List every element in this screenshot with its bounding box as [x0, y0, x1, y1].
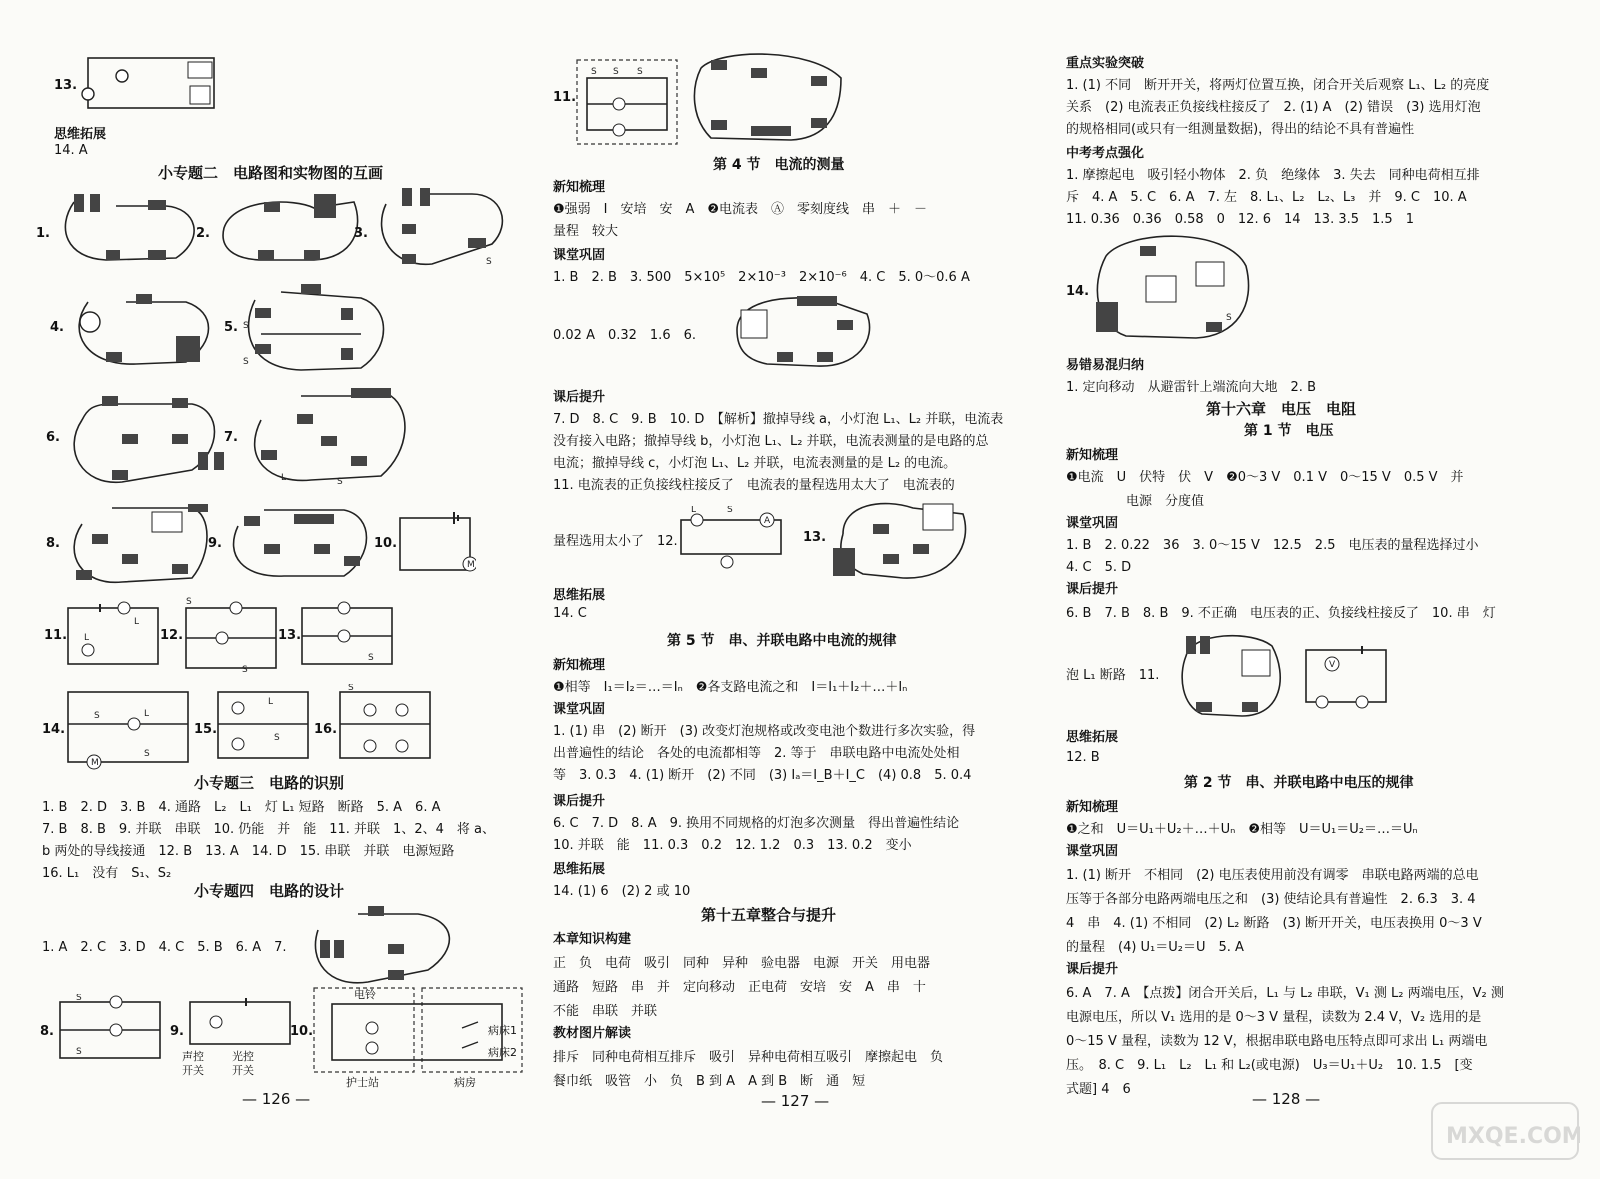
svg-text:S: S: [1226, 313, 1232, 323]
section5-title: 第 5 节 串、并联电路中电流的规律: [667, 633, 897, 649]
circuit-diagram-q8: [56, 994, 166, 1064]
section2-title: 第 2 节 串、并联电路中电压的规律: [1184, 775, 1414, 791]
sound-switch-word: 开关: [182, 1064, 204, 1077]
s4-knowledge-line-2: 量程 较大: [553, 224, 619, 239]
circuit-label-2: 2.: [196, 226, 210, 241]
svg-text:M: M: [467, 560, 475, 570]
svg-text:S: S: [242, 665, 248, 674]
watermark-logo: [1430, 1101, 1580, 1161]
q9-label: 9.: [170, 1024, 184, 1039]
light-switch-label: 光控: [232, 1050, 254, 1063]
topic3-line-1: 1. B 2. D 3. B 4. 通路 L₂ L₁ 灯 L₁ 短路 断路 5. A 6. A: [42, 800, 441, 815]
s1-consolidate-line-2: 4. C 5. D: [1066, 560, 1132, 575]
circuit-diagram-10: [396, 508, 476, 578]
textbook-pics-heading: 教材图片解读: [553, 1026, 632, 1041]
s2-after-line-4: 压。 8. C 9. L₁ L₂ L₁ 和 L₂(或电源) U₃＝U₁＋U₂ 10. 1.5 [变: [1066, 1058, 1473, 1073]
wiring-figure-topic4-7: [298, 900, 468, 990]
circuit-label-4: 4.: [50, 320, 64, 335]
topic3-line-2: 7. B 8. B 9. 并联 串联 10. 仍能 并 能 11. 并联 1、2、4 将 a、: [42, 822, 495, 837]
s2-consolidate-heading: 课堂巩固: [1066, 844, 1119, 859]
svg-text:S: S: [243, 321, 249, 331]
s5-after-line-2: 10. 并联 能 11. 0.3 0.2 12. 1.2 0.3 13. 0.2 变小: [553, 838, 912, 853]
ke-line-3: 的规格相同(或只有一组测量数据)，得出的结论不具有普遍性: [1066, 122, 1415, 137]
page-number-128: — 128 —: [1252, 1090, 1321, 1108]
svg-text:S: S: [144, 749, 150, 759]
knowledge-build-heading: 本章知识构建: [553, 932, 632, 947]
section4-title: 第 4 节 电流的测量: [713, 157, 845, 173]
s5-consolidate-line-3: 等 3. 0.3 4. (1) 断开 (2) 不同 (3) Iₐ＝I_B＋I_C (4) 0.8 5. 0.4: [553, 768, 972, 783]
wiring-figure-s4-6: [727, 290, 877, 372]
s4-after-heading: 课后提升: [553, 390, 606, 405]
circuit-diagram-16: [336, 684, 436, 766]
mistakes-heading: 易错易混归纳: [1066, 358, 1145, 373]
s1-after-line: 6. B 7. B 8. B 9. 不正确 电压表的正、负接线柱接反了 10. 串 灯: [1066, 606, 1496, 621]
svg-text:S: S: [486, 257, 492, 267]
wiring-figure-6: [62, 390, 232, 490]
svg-text:S: S: [613, 67, 619, 77]
kb-line-3: 不能 串联 并联: [553, 1004, 658, 1019]
chapter15-title: 第十五章整合与提升: [701, 906, 837, 924]
page-number-126: — 126 —: [242, 1090, 311, 1108]
wiring-figure-q11: [691, 48, 851, 148]
circuit-diagram-13: [298, 600, 398, 670]
q8-label: 8.: [40, 1024, 54, 1039]
s5-thinking-heading: 思维拓展: [553, 862, 606, 877]
s2-knowledge-line: ❶之和 U＝U₁＋U₂＋…＋Uₙ ❷相等 U＝U₁＝U₂＝…＝Uₙ: [1066, 822, 1418, 837]
wiring-figure-2: [214, 188, 374, 270]
s1-thinking-heading: 思维拓展: [1066, 730, 1119, 745]
wiring-figure-s1-11: [1172, 626, 1292, 722]
sound-switch-label: 声控: [182, 1050, 204, 1063]
s1-thinking-answer: 12. B: [1066, 750, 1100, 765]
svg-text:S: S: [94, 711, 100, 721]
s2-consolidate-line-2: 压等于各部分电路两端电压之和 (3) 使结论具有普遍性 2. 6.3 3. 4: [1066, 892, 1476, 907]
q13-label: 13.: [54, 78, 78, 93]
svg-text:V: V: [1329, 660, 1336, 670]
topic2-title: 小专题二 电路图和实物图的互画: [158, 164, 384, 182]
topic3-title: 小专题三 电路的识别: [194, 774, 345, 792]
circuit-label-16: 16.: [314, 722, 338, 737]
s5-after-line-1: 6. C 7. D 8. A 9. 换用不同规格的灯泡多次测量 得出普遍性结论: [553, 816, 960, 831]
s2-after-line-2: 电源电压，所以 V₁ 选用的是 0～3 V 量程，读数为 2.4 V，V₂ 选用的是: [1066, 1010, 1482, 1025]
s2-new-knowledge-heading: 新知梳理: [1066, 800, 1119, 815]
q14-label: 14.: [1066, 284, 1090, 299]
svg-text:S: S: [637, 67, 643, 77]
section1-title: 第 1 节 电压: [1244, 423, 1334, 439]
q11-label: 11.: [553, 90, 577, 105]
wiring-figure-7: [241, 380, 421, 490]
ke-line-1: 1. (1) 不同 断开开关，将两灯位置互换，闭合开关后观察 L₁、L₂ 的亮度: [1066, 78, 1490, 93]
ep-line-3: 11. 0.36 0.36 0.58 0 12. 6 14 13. 3.5 1.5 1: [1066, 212, 1414, 227]
s4-consolidate-heading: 课堂巩固: [553, 248, 606, 263]
s5-consolidate-line-1: 1. (1) 串 (2) 断开 (3) 改变灯泡规格或改变电池个数进行多次实验，得: [553, 724, 976, 739]
circuit-label-7: 7.: [224, 430, 238, 445]
page-127: [553, 0, 1063, 1179]
topic3-line-4: 16. L₁ 没有 S₁、S₂: [42, 866, 172, 881]
circuit-label-14: 14.: [42, 722, 66, 737]
svg-text:S: S: [337, 477, 343, 487]
circuit-diagram-q11: [575, 58, 679, 146]
svg-text:L: L: [281, 473, 287, 483]
svg-text:M: M: [91, 758, 99, 768]
s4-new-knowledge-heading: 新知梳理: [553, 180, 606, 195]
circuit-label-15: 15.: [194, 722, 218, 737]
circuit-diagram-q13: [78, 52, 228, 114]
svg-text:A: A: [764, 516, 771, 526]
wiring-figure-s4-13: [823, 494, 983, 584]
circuit-diagram-s1-11: [1302, 636, 1392, 712]
s2-after-line-5: 式题] 4 6: [1066, 1082, 1131, 1097]
tp-line-2: 餐巾纸 吸管 小 负 B 到 A A 到 B 断 通 短: [553, 1074, 866, 1089]
svg-text:L: L: [268, 697, 274, 707]
s2-after-line-1: 6. A 7. A 【点拨】闭合开关后，L₁ 与 L₂ 串联，V₁ 测 L₂ 两端电压，V₂ 测: [1066, 986, 1504, 1001]
light-switch-word: 开关: [232, 1064, 254, 1077]
s5-consolidate-line-2: 出普遍性的结论 各处的电流都相等 2. 等于 串联电路中电流处处相: [553, 746, 960, 761]
s4-consolidate-line-2: 0.02 A 0.32 1.6 6.: [553, 328, 696, 343]
topic4-line: 1. A 2. C 3. D 4. C 5. B 6. A 7.: [42, 940, 287, 955]
answer-q14: 14. A: [54, 143, 88, 158]
circuit-diagram-14: [64, 684, 194, 770]
s2-after-line-3: 0～15 V 量程，读数为 12 V，根据串联电路电压特点即可求出 L₁ 两端电: [1066, 1034, 1488, 1049]
ward-label: 病房: [454, 1076, 476, 1089]
topic4-title: 小专题四 电路的设计: [194, 882, 345, 900]
ke-line-2: 关系 (2) 电流表正负接线柱接反了 2. (1) A (2) 错误 (3) 选用灯泡: [1066, 100, 1481, 115]
circuit-diagram-11: [64, 600, 164, 670]
s4-after-tail: 量程选用太小了 12.: [553, 534, 678, 549]
s5-consolidate-heading: 课堂巩固: [553, 702, 606, 717]
page-128: [1066, 0, 1576, 1179]
s1-after-heading: 课后提升: [1066, 582, 1119, 597]
topic3-line-3: b 两处的导线接通 12. B 13. A 14. D 15. 串联 并联 电源短路: [42, 844, 455, 859]
circuit-diagram-s4-12: [677, 506, 787, 576]
circuit-diagram-12: [182, 594, 282, 674]
circuit-label-13: 13.: [278, 628, 302, 643]
chapter16-title: 第十六章 电压 电阻: [1206, 400, 1357, 418]
s1-consolidate-line-1: 1. B 2. 0.22 36 3. 0～15 V 12.5 2.5 电压表的量程选择过小: [1066, 538, 1479, 553]
svg-text:S: S: [368, 653, 374, 663]
svg-text:L: L: [144, 709, 150, 719]
svg-text:S: S: [348, 684, 354, 693]
svg-text:S: S: [76, 1047, 82, 1057]
s4-consolidate-line-1: 1. B 2. B 3. 500 5×10⁵ 2×10⁻³ 2×10⁻⁶ 4. C 5. 0～0.6 A: [553, 270, 970, 285]
bed1-label: 病床1: [488, 1024, 517, 1037]
svg-text:S: S: [186, 597, 192, 607]
circuit-label-12: 12.: [160, 628, 184, 643]
wiring-figure-4: [66, 282, 226, 372]
s4-after-line-2: 没有接入电路；撤掉导线 b，小灯泡 L₁、L₂ 并联，电流表测量的是电路的总: [553, 434, 989, 449]
wiring-figure-5: [241, 278, 391, 376]
s2-consolidate-line-4: 的量程 (4) U₁＝U₂＝U 5. A: [1066, 940, 1244, 955]
bed2-label: 病床2: [488, 1046, 517, 1059]
kb-line-2: 通路 短路 串 并 定向移动 正电荷 安培 安 A 串 十: [553, 980, 926, 995]
s1-knowledge-line-2: 电源 分度值: [1126, 494, 1205, 509]
s2-after-heading: 课后提升: [1066, 962, 1119, 977]
watermark-text: MXQE.COM: [1446, 1124, 1580, 1149]
s2-consolidate-line-3: 4 串 4. (1) 不相同 (2) L₂ 断路 (3) 断开开关，电压表换用 0～3 V: [1066, 916, 1482, 931]
s4-after-line-1: 7. D 8. C 9. B 10. D 【解析】撤掉导线 a，小灯泡 L₁、L₂ 并联，电流表: [553, 412, 1004, 427]
s1-new-knowledge-heading: 新知梳理: [1066, 448, 1119, 463]
q10-label: 10.: [290, 1024, 314, 1039]
circuit-label-5: 5.: [224, 320, 238, 335]
mistakes-line: 1. 定向移动 从避雷针上端流向大地 2. B: [1066, 380, 1316, 395]
thinking-heading: 思维拓展: [54, 127, 107, 142]
circuit-label-11: 11.: [44, 628, 68, 643]
s5-thinking-answer: 14. (1) 6 (2) 2 或 10: [553, 884, 691, 899]
wiring-figure-1: [56, 188, 206, 270]
s4-knowledge-line-1: ❶强弱 I 安培 安 A ❷电流表 Ⓐ 零刻度线 串 ＋ －: [553, 202, 928, 217]
tp-line-1: 排斥 同种电荷相互排斥 吸引 异种电荷相互吸引 摩擦起电 负: [553, 1050, 944, 1065]
svg-text:L: L: [84, 633, 90, 643]
svg-text:S: S: [727, 506, 733, 515]
wiring-figure-9: [224, 496, 384, 582]
svg-text:S: S: [76, 994, 82, 1003]
svg-text:S: S: [243, 357, 249, 367]
circuit-label-9: 9.: [208, 536, 222, 551]
s4-q13-label: 13.: [803, 530, 827, 545]
key-experiments-heading: 重点实验突破: [1066, 56, 1145, 71]
page-number-127: — 127 —: [761, 1092, 830, 1110]
circuit-label-6: 6.: [46, 430, 60, 445]
ep-line-2: 斥 4. A 5. C 6. A 7. 左 8. L₁、L₂ L₂、L₃ 并 9. C 10. A: [1066, 190, 1467, 205]
wiring-figure-8: [62, 494, 222, 588]
s1-knowledge-line-1: ❶电流 U 伏特 伏 V ❷0～3 V 0.1 V 0～15 V 0.5 V 并: [1066, 470, 1464, 485]
circuit-label-10: 10.: [374, 536, 398, 551]
svg-text:L: L: [134, 617, 140, 627]
exam-points-heading: 中考考点强化: [1066, 146, 1145, 161]
s5-after-heading: 课后提升: [553, 794, 606, 809]
s5-new-knowledge-heading: 新知梳理: [553, 658, 606, 673]
circuit-diagram-15: [214, 684, 314, 766]
svg-text:L: L: [691, 506, 697, 515]
wiring-figure-3: [372, 184, 522, 274]
s2-consolidate-line-1: 1. (1) 断开 不相同 (2) 电压表使用前没有调零 串联电路两端的总电: [1066, 868, 1479, 883]
page-126: [36, 0, 546, 1179]
s1-after-tail: 泡 L₁ 断路 11.: [1066, 668, 1160, 683]
s1-consolidate-heading: 课堂巩固: [1066, 516, 1119, 531]
s4-thinking-answer: 14. C: [553, 606, 587, 621]
svg-text:S: S: [591, 67, 597, 77]
s4-after-line-4: 11. 电流表的正负接线柱接反了 电流表的量程选用太大了 电流表的: [553, 478, 955, 493]
nurse-station-label: 护士站: [346, 1076, 379, 1089]
ep-line-1: 1. 摩擦起电 吸引轻小物体 2. 负 绝缘体 3. 失去 同种电荷相互排: [1066, 168, 1480, 183]
s4-after-line-3: 电流；撤掉导线 c，小灯泡 L₁、L₂ 并联，电流表测量的是 L₂ 的电流。: [553, 456, 957, 471]
circuit-label-3: 3.: [354, 226, 368, 241]
svg-text:S: S: [274, 733, 280, 743]
bell-label: 电铃: [354, 988, 376, 1001]
wiring-figure-q14: [1086, 226, 1266, 346]
s4-thinking-heading: 思维拓展: [553, 588, 606, 603]
kb-line-1: 正 负 电荷 吸引 同种 异种 验电器 电源 开关 用电器: [553, 956, 931, 971]
s5-knowledge-line: ❶相等 I₁＝I₂＝…＝Iₙ ❷各支路电流之和 I＝I₁＋I₂＋…＋Iₙ: [553, 680, 908, 695]
circuit-label-8: 8.: [46, 536, 60, 551]
circuit-label-1: 1.: [36, 226, 50, 241]
